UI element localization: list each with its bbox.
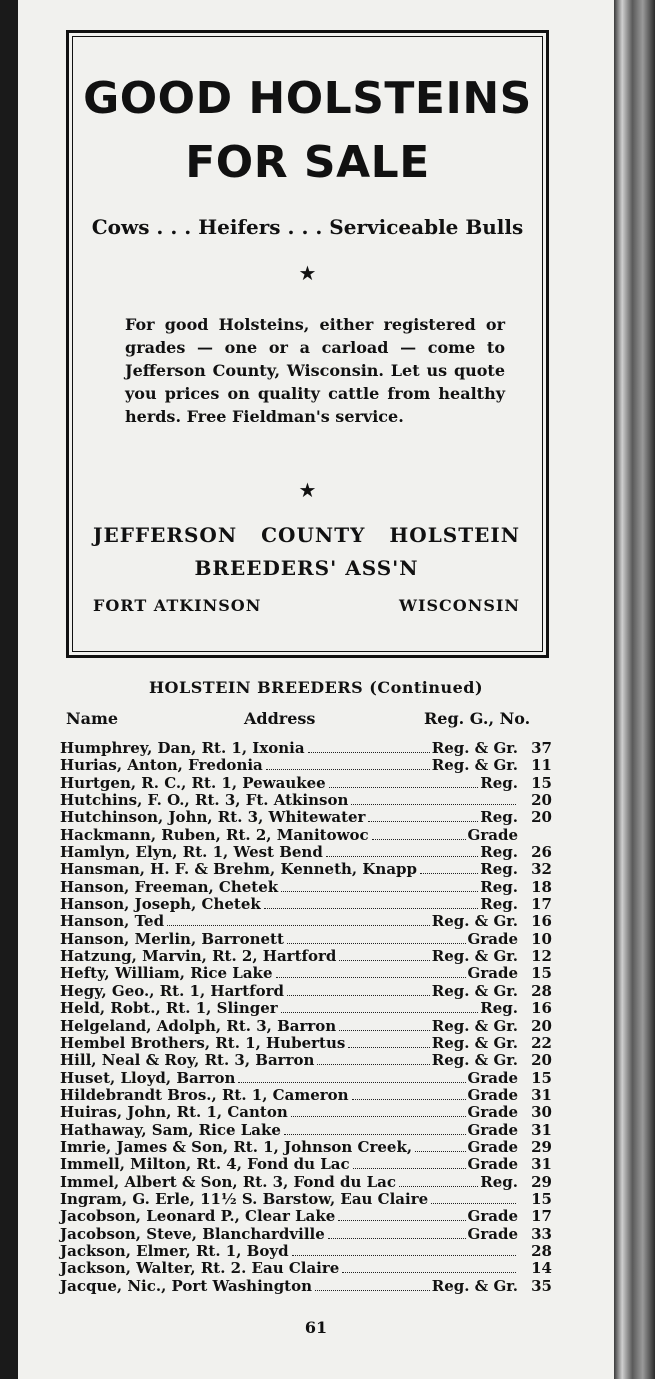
dot-leader (291, 1116, 466, 1117)
breeder-name-address: Hutchinson, John, Rt. 3, Whitewater (60, 808, 366, 827)
column-header-name: Name (66, 709, 119, 728)
dot-leader (284, 1134, 466, 1135)
registration-status: Reg. & Gr. (431, 739, 518, 757)
list-item (60, 1208, 552, 1225)
association-word: JEFFERSON (93, 523, 238, 547)
breeder-name-address: Jacque, Nic., Port Washington (60, 1276, 313, 1295)
dot-leader (353, 1168, 466, 1169)
registration-status: Grade (467, 1224, 518, 1243)
breeder-name-address: Hackmann, Ruben, Rt. 2, Manitowoc (60, 825, 369, 844)
list-item (60, 844, 552, 861)
list-item (60, 1035, 552, 1052)
association-location (93, 596, 520, 615)
breeder-list (60, 740, 552, 1295)
list-item (60, 1104, 552, 1121)
registration-status: Reg. & Gr. (431, 756, 518, 775)
dot-leader (368, 821, 478, 822)
breeder-number: 29 (531, 1137, 552, 1156)
breeder-name-address: Hanson, Ted (60, 912, 165, 931)
registration-status: Grade (467, 825, 518, 844)
book-page (18, 0, 614, 1379)
list-item (60, 1156, 552, 1173)
breeder-number: 30 (531, 1103, 552, 1122)
breeder-name-address: Hansman, H. F. & Brehm, Kenneth, Knapp (60, 860, 418, 879)
column-header-reg-grade-number: Reg. G., No. (424, 709, 531, 728)
breeder-name-address: Jacobson, Leonard P., Clear Lake (60, 1207, 336, 1226)
location-city: FORT ATKINSON (93, 596, 262, 615)
breeder-name-address: Hutchins, F. O., Rt. 3, Ft. Atkinson (60, 791, 349, 810)
registration-status: Reg. & Gr. (431, 912, 518, 931)
ad-subhead: Cows . . . Heifers . . . Serviceable Bulls (91, 215, 524, 239)
book-spine-left (0, 0, 18, 1379)
ad-body-text: For good Holsteins, either registered or grades — one or a carload — come to Jefferson County, Wisconsin. Let us quote you prices on quality cattle from healthy herds. Free Fieldman's service. (125, 315, 505, 426)
breeder-name-address: Hatzung, Marvin, Rt. 2, Hartford (60, 947, 337, 966)
dot-leader (342, 1272, 516, 1273)
breeder-name-address: Helgeland, Adolph, Rt. 3, Barron (60, 1016, 337, 1035)
dot-leader (352, 1099, 466, 1100)
list-item (60, 879, 552, 896)
list-item (60, 1226, 552, 1243)
list-item (60, 948, 552, 965)
registration-status: Reg. (480, 860, 518, 879)
dot-leader (238, 1082, 465, 1083)
registration-status: Reg. (480, 808, 518, 827)
dot-leader (167, 925, 430, 926)
list-item (60, 913, 552, 930)
breeder-number: 31 (531, 1155, 552, 1174)
breeder-number: 37 (531, 739, 552, 757)
dot-leader (308, 752, 430, 753)
list-item (60, 827, 552, 844)
list-item (60, 931, 552, 948)
breeder-number: 20 (531, 791, 552, 810)
dot-leader (264, 908, 478, 909)
breeder-number: 20 (531, 1016, 552, 1035)
breeder-name-address: Hurias, Anton, Fredonia (60, 756, 263, 775)
association-word: COUNTY (261, 523, 366, 547)
breeder-number: 15 (531, 773, 552, 792)
breeder-number: 16 (531, 912, 552, 931)
dot-leader (339, 1030, 430, 1031)
breeder-number: 20 (531, 808, 552, 827)
list-item (60, 965, 552, 982)
breeder-name-address: Held, Robt., Rt. 1, Slinger (60, 999, 278, 1018)
breeder-name-address: Immell, Milton, Rt. 4, Fond du Lac (60, 1155, 350, 1174)
dot-leader (329, 787, 479, 788)
breeder-name-address: Hurtgen, R. C., Rt. 1, Pewaukee (60, 773, 326, 792)
dot-leader (287, 995, 430, 996)
dot-leader (281, 891, 478, 892)
association-name (93, 523, 520, 580)
list-item (60, 1122, 552, 1139)
registration-status: Grade (467, 1155, 518, 1174)
list-item (60, 983, 552, 1000)
advertisement-box (66, 30, 549, 658)
location-state: WISCONSIN (399, 596, 520, 615)
breeder-number: 32 (531, 860, 552, 879)
registration-status: Reg. & Gr. (431, 1051, 518, 1070)
list-item (60, 861, 552, 878)
breeder-name-address: Huiras, John, Rt. 1, Canton (60, 1103, 288, 1122)
list-item (60, 792, 552, 809)
ad-headline-line2: FOR SALE (185, 137, 430, 188)
breeder-number: 31 (531, 1085, 552, 1104)
dot-leader (266, 769, 430, 770)
breeder-number: 15 (531, 1189, 552, 1208)
registration-status: Grade (467, 1103, 518, 1122)
registration-status: Reg. & Gr. (431, 947, 518, 966)
list-item (60, 896, 552, 913)
page-number: 61 (304, 1318, 328, 1337)
registration-status: Grade (467, 929, 518, 948)
breeder-number: 11 (531, 756, 552, 775)
breeder-number: 35 (531, 1276, 552, 1295)
breeder-number: 16 (531, 999, 552, 1018)
dot-leader (326, 856, 478, 857)
registration-status: Reg. (480, 895, 518, 914)
registration-status: Grade (467, 1137, 518, 1156)
registration-status: Reg. & Gr. (431, 981, 518, 1000)
breeder-number: 22 (531, 1033, 552, 1052)
breeder-name-address: Hathaway, Sam, Rice Lake (60, 1120, 281, 1139)
breeder-number: 17 (531, 895, 552, 914)
breeder-number: 28 (531, 981, 552, 1000)
dot-leader (372, 839, 466, 840)
list-item (60, 757, 552, 774)
list-item (60, 1018, 552, 1035)
dot-leader (328, 1238, 466, 1239)
column-header-address: Address (244, 709, 316, 728)
breeder-name-address: Hanson, Freeman, Chetek (60, 877, 279, 896)
breeder-number: 20 (531, 1051, 552, 1070)
ad-headline-line1: GOOD HOLSTEINS (83, 73, 532, 124)
list-item (60, 809, 552, 826)
breeder-name-address: Hanson, Joseph, Chetek (60, 895, 261, 914)
breeder-name-address: Hill, Neal & Roy, Rt. 3, Barron (60, 1051, 315, 1070)
dot-leader (339, 960, 429, 961)
list-item (60, 1070, 552, 1087)
list-item (60, 1052, 552, 1069)
book-spine-right (614, 0, 655, 1379)
dot-leader (317, 1064, 429, 1065)
association-name-line2: BREEDERS' ASS'N (194, 556, 419, 580)
breeder-number: 18 (531, 877, 552, 896)
breeder-name-address: Hanson, Merlin, Barronett (60, 929, 284, 948)
registration-status: Reg. (480, 877, 518, 896)
dot-leader (315, 1290, 430, 1291)
registration-status: Reg. (480, 773, 518, 792)
breeder-number: 26 (531, 843, 552, 862)
registration-status: Reg. & Gr. (431, 1016, 518, 1035)
breeder-name-address: Jackson, Elmer, Rt. 1, Boyd (60, 1241, 289, 1260)
breeder-name-address: Huset, Lloyd, Barron (60, 1068, 236, 1087)
breeder-number: 28 (531, 1241, 552, 1260)
list-item (60, 1260, 552, 1277)
list-item (60, 740, 552, 757)
dot-leader (420, 873, 478, 874)
list-item (60, 1174, 552, 1191)
registration-status: Grade (467, 1068, 518, 1087)
breeder-name-address: Imrie, James & Son, Rt. 1, Johnson Creek, (60, 1137, 413, 1156)
dot-leader (431, 1203, 516, 1204)
association-name-line1 (93, 523, 520, 547)
breeder-name-address: Jackson, Walter, Rt. 2. Eau Claire (60, 1259, 340, 1278)
breeder-name-address: Hefty, William, Rice Lake (60, 964, 273, 983)
dot-leader (281, 1012, 479, 1013)
star-icon: ★ (298, 478, 317, 502)
breeder-number: 17 (531, 1207, 552, 1226)
breeder-name-address: Hembel Brothers, Rt. 1, Hubertus (60, 1033, 346, 1052)
breeder-name-address: Immel, Albert & Son, Rt. 3, Fond du Lac (60, 1172, 397, 1191)
registration-status: Reg. (480, 1172, 518, 1191)
section-title: HOLSTEIN BREEDERS (Continued) (148, 678, 484, 697)
breeder-name-address: Hamlyn, Elyn, Rt. 1, West Bend (60, 843, 323, 862)
list-item (60, 1243, 552, 1260)
breeder-number: 15 (531, 964, 552, 983)
breeder-name-address: Hegy, Geo., Rt. 1, Hartford (60, 981, 284, 1000)
breeder-number: 15 (531, 1068, 552, 1087)
dot-leader (415, 1151, 465, 1152)
star-icon: ★ (298, 261, 317, 285)
breeder-name-address: Jacobson, Steve, Blanchardville (60, 1224, 325, 1243)
breeder-number: 33 (531, 1224, 552, 1243)
list-item (60, 775, 552, 792)
registration-status: Reg. (480, 843, 518, 862)
dot-leader (292, 1255, 516, 1256)
breeder-number: 12 (531, 947, 552, 966)
registration-status: Reg. & Gr. (431, 1033, 518, 1052)
registration-status: Grade (467, 964, 518, 983)
list-item (60, 1000, 552, 1017)
registration-status: Reg. & Gr. (431, 1276, 518, 1295)
column-headers (66, 709, 552, 729)
dot-leader (338, 1220, 465, 1221)
breeder-number: 14 (531, 1259, 552, 1278)
dot-leader (399, 1186, 478, 1187)
dot-leader (348, 1047, 429, 1048)
registration-status: Grade (467, 1085, 518, 1104)
dot-leader (276, 977, 466, 978)
list-item (60, 1278, 552, 1295)
registration-status: Reg. (480, 999, 518, 1018)
list-item (60, 1191, 552, 1208)
breeder-name-address: Hildebrandt Bros., Rt. 1, Cameron (60, 1085, 349, 1104)
list-item (60, 1139, 552, 1156)
breeder-name-address: Ingram, G. Erle, 11½ S. Barstow, Eau Claire (60, 1189, 429, 1208)
list-item (60, 1087, 552, 1104)
registration-status: Grade (467, 1120, 518, 1139)
breeder-number: 31 (531, 1120, 552, 1139)
dot-leader (287, 943, 466, 944)
breeder-number: 29 (531, 1172, 552, 1191)
registration-status: Grade (467, 1207, 518, 1226)
association-word: HOLSTEIN (389, 523, 520, 547)
breeder-name-address: Humphrey, Dan, Rt. 1, Ixonia (60, 739, 305, 757)
dot-leader (351, 804, 516, 805)
breeder-number: 10 (531, 929, 552, 948)
